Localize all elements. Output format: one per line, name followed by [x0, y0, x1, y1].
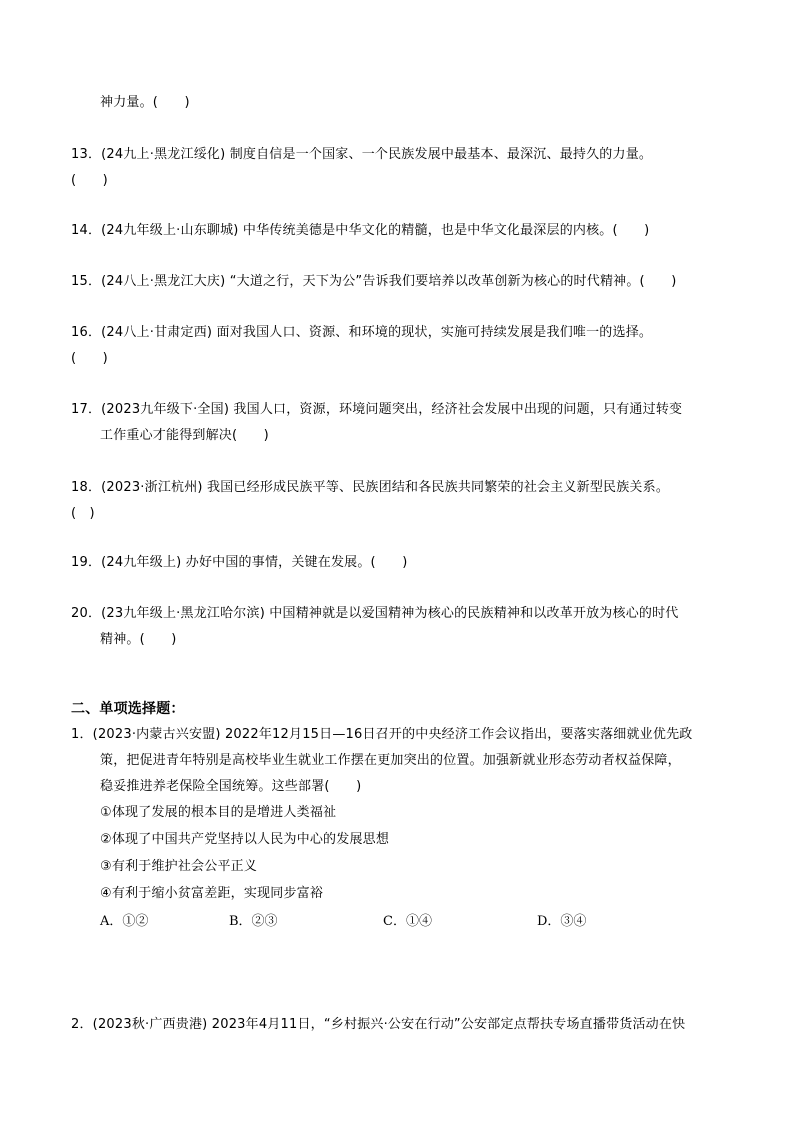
q17-line1: 17．(2023九年级下·全国) 我国人口，资源，环境问题突出，经济社会发展中出现的问题，只有通过转变	[71, 402, 683, 417]
q12-continuation: 神力量。( )	[100, 95, 190, 110]
mc1-statement-1: ①体现了发展的根本目的是增进人类福祉	[100, 805, 337, 820]
mc1-stem-line1: 1．(2023·内蒙古兴安盟) 2022年12月15日—16日召开的中央经济工作会议指出，要落实落细就业优先政	[71, 727, 693, 742]
section-title-single-choice: 二、单项选择题：	[71, 701, 185, 717]
q17-line2: 工作重心才能得到解决( )	[100, 428, 269, 443]
q16-line1: 16．(24八上·甘肃定西) 面对我国人口、资源、和环境的现状，实施可持续发展是我们唯一的选择。	[71, 325, 653, 340]
q13-line2: ( )	[71, 173, 108, 188]
mc1-stem-line2: 策，把促进青年特别是高校毕业生就业工作摆在更加突出的位置。加强新就业形态劳动者权益保障，	[100, 753, 681, 768]
q18-line2: ( )	[71, 506, 95, 521]
q14: 14．(24九年级上·山东聊城) 中华传统美德是中华文化的精髓，也是中华文化最深层的内核。( )	[71, 223, 650, 238]
q16-line2: ( )	[71, 351, 108, 366]
mc1-option-b: B．②③	[229, 914, 278, 929]
q18-line1: 18．(2023·浙江杭州) 我国已经形成民族平等、民族团结和各民族共同繁荣的社会主义新型民族关系。	[71, 480, 670, 495]
mc2-stem-line1: 2．(2023秋·广西贵港) 2023年4月11日，“乡村振兴·公安在行动”公安部定点帮扶专场直播带货活动在快	[71, 1017, 686, 1032]
mc1-statement-2: ②体现了中国共产党坚持以人民为中心的发展思想	[100, 832, 390, 847]
q20-line1: 20．(23九年级上·黑龙江哈尔滨) 中国精神就是以爱国精神为核心的民族精神和以改革开放为核心的时代	[71, 606, 679, 621]
mc1-stem-line3: 稳妥推进养老保险全国统筹。这些部署( )	[100, 779, 362, 794]
mc1-statement-3: ③有利于维护社会公平正义	[100, 859, 258, 874]
mc1-option-a: A．①②	[100, 914, 149, 929]
q20-line2: 精神。( )	[100, 632, 177, 647]
mc1-option-d: D．③④	[537, 914, 587, 929]
q19: 19．(24九年级上) 办好中国的事情，关键在发展。( )	[71, 555, 408, 570]
mc1-option-c: C．①④	[383, 914, 432, 929]
q13-line1: 13．(24九上·黑龙江绥化) 制度自信是一个国家、一个民族发展中最基本、最深沉、最持久的力量。	[71, 147, 653, 162]
mc1-statement-4: ④有利于缩小贫富差距，实现同步富裕	[100, 886, 324, 901]
q15: 15．(24八上·黑龙江大庆) “大道之行，天下为公”告诉我们要培养以改革创新为核心的时代精神。( )	[71, 274, 677, 289]
